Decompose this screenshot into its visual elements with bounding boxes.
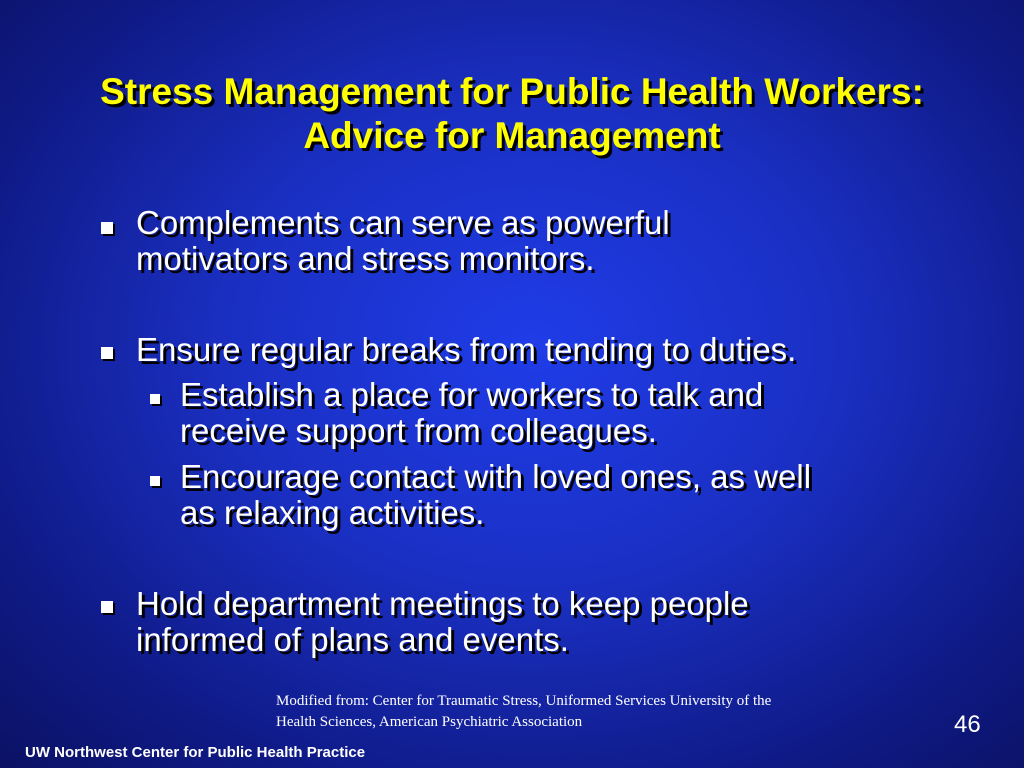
bullet-square-icon <box>101 222 113 234</box>
bullet-item <box>136 332 796 368</box>
slide-title-line-2: Advice for Management <box>303 115 721 156</box>
bullet-text: motivators and stress monitors. <box>136 240 595 277</box>
bullet-text: informed of plans and events. <box>136 621 569 658</box>
sub-bullet-item <box>180 377 763 449</box>
sub-bullet-text: receive support from colleagues. <box>180 412 657 449</box>
sub-bullet-item <box>180 459 811 531</box>
bullet-square-icon <box>101 601 113 613</box>
sub-bullet-square-icon <box>150 394 160 404</box>
bullet-text: Hold department meetings to keep people <box>136 585 749 622</box>
bullet-text: Complements can serve as powerful <box>136 204 670 241</box>
sub-bullet-text: Encourage contact with loved ones, as well <box>180 458 812 495</box>
source-citation-line-1: Modified from: Center for Traumatic Stress, Uniformed Services University of the <box>276 693 772 709</box>
sub-bullet-text: as relaxing activities. <box>180 494 485 531</box>
source-citation-line-2: Health Sciences, American Psychiatric Association <box>276 714 583 730</box>
footer-organization: UW Northwest Center for Public Health Practice <box>25 744 366 761</box>
sub-bullet-text: Establish a place for workers to talk and <box>180 376 764 413</box>
sub-bullet-square-icon <box>150 476 160 486</box>
bullet-item <box>136 586 749 658</box>
bullet-square-icon <box>101 347 113 359</box>
page-number: 46 <box>954 711 981 738</box>
bullet-text: Ensure regular breaks from tending to duties. <box>136 331 797 368</box>
source-citation <box>276 691 956 733</box>
bullet-item <box>136 205 670 277</box>
slide-title-line-1: Stress Management for Public Health Workers: <box>100 71 924 112</box>
